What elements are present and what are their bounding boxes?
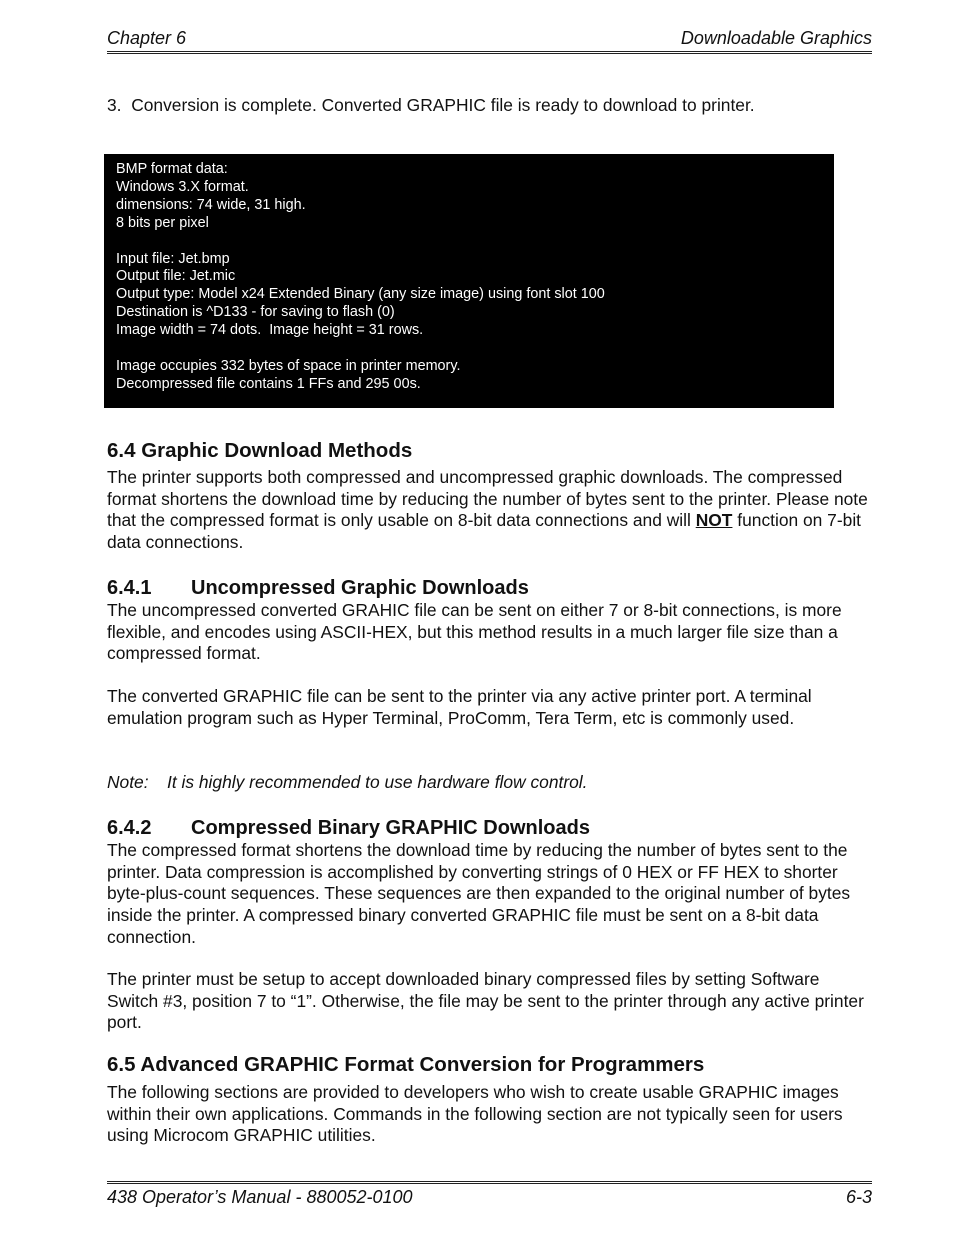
chapter-label: Chapter 6 — [107, 28, 187, 48]
page-footer — [107, 1181, 872, 1208]
console-lines — [116, 161, 605, 394]
step-number: 3. — [107, 95, 122, 115]
console-line: Output type: Model x24 Extended Binary (any size image) using font slot 100 — [116, 286, 605, 303]
console-line: Decompressed file contains 1 FFs and 295 00s. — [116, 375, 421, 392]
note-label: Note: — [107, 772, 149, 792]
console-line — [116, 340, 605, 358]
section-6-4-1-paragraph-2: The converted GRAPHIC file can be sent to the printer via any active printer port. A terminal emulation program such as Hyper Terminal, ProComm, Tera Term, etc is commonly used. — [107, 686, 812, 728]
console-line: 8 bits per pixel — [116, 214, 209, 231]
page-number: 6-3 — [845, 1187, 872, 1207]
console-line — [116, 233, 605, 251]
section-6-4-1-paragraph-1: The uncompressed converted GRAHIC file can be sent on either 7 or 8-bit connections, is more flexible, and encodes using ASCII-HEX, but this method results in a much larger file size than a compressed format. — [107, 600, 842, 664]
section-6-5-paragraph: The following sections are provided to developers who wish to create usable GRAPHIC images within their own applications. Commands in the following section are not typically seen for users using Microcom GRAPHIC utilities. — [107, 1082, 843, 1146]
section-6-4-2-paragraph-2: The printer must be setup to accept downloaded binary compressed files by setting Software Switch #3, position 7 to “1”. Otherwise, the file may be sent to the printer through any active printer port. — [107, 969, 864, 1033]
section-6-4-2-heading — [107, 816, 590, 840]
console-line: Destination is ^D133 - for saving to flash (0) — [116, 304, 395, 321]
paragraph-text: function on 7-bit data connections. — [107, 510, 862, 553]
console-line: Output file: Jet.mic — [116, 268, 236, 285]
section-6-4-2-paragraph-1: The compressed format shortens the download time by reducing the number of bytes sent to the printer. Data compression is accomplished by converting strings of 0 HEX or FF HEX to shorter byte-plus-count sequences. These sequences are then expanded to the original number of bytes inside the printer. A compressed binary converted GRAPHIC file must be sent on a 8-bit data connection. — [107, 840, 851, 947]
paragraph-text: The printer supports both compressed and uncompressed graphic downloads. The compressed format shortens the download time by reducing the number of bytes sent to the printer. Please note that the compressed format is only usable on 8-bit data connections and will — [107, 467, 868, 531]
page-header — [107, 27, 872, 54]
step-text: Conversion is complete. Converted GRAPHIC file is ready to download to printer. — [131, 95, 755, 115]
section-6-4-heading: 6.4 Graphic Download Methods — [107, 439, 413, 462]
note-text: It is highly recommended to use hardware flow control. — [167, 772, 588, 792]
section-title: Uncompressed Graphic Downloads — [191, 577, 529, 599]
note — [107, 772, 587, 794]
manual-title: 438 Operator’s Manual - 880052-0100 — [107, 1187, 413, 1207]
section-6-5-heading: 6.5 Advanced GRAPHIC Format Conversion for Programmers — [107, 1053, 705, 1076]
step-3 — [107, 95, 755, 117]
console-line: Image occupies 332 bytes of space in printer memory. — [116, 357, 461, 374]
section-title: Compressed Binary GRAPHIC Downloads — [191, 817, 590, 839]
console-output — [104, 154, 834, 408]
section-number: 6.4.1 — [107, 577, 152, 599]
chapter-title: Downloadable Graphics — [680, 28, 872, 48]
emphasis-not: NOT — [695, 510, 733, 531]
section-6-4-1-heading — [107, 576, 529, 600]
console-line: dimensions: 74 wide, 31 high. — [116, 196, 306, 213]
console-line: Input file: Jet.bmp — [116, 250, 230, 267]
section-6-4-paragraph — [107, 467, 872, 554]
console-line: BMP format data: — [116, 161, 228, 177]
console-line: Windows 3.X format. — [116, 178, 249, 195]
console-line: Image width = 74 dots. Image height = 31 rows. — [116, 322, 424, 339]
section-number: 6.4.2 — [107, 817, 152, 839]
